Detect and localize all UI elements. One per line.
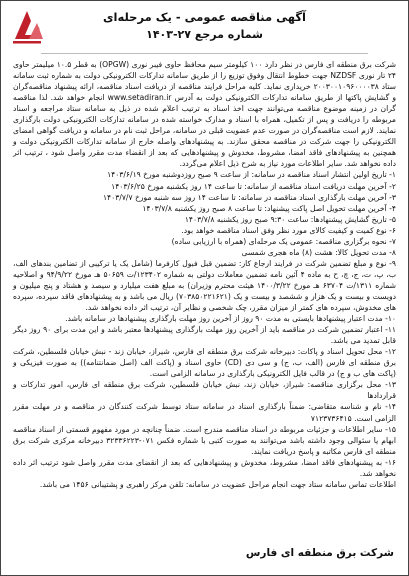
notice-reference: شماره مرجع ۲۷-۱۴۰۳ (146, 28, 263, 41)
item-11: ۱۱- اعتبار تضمین شرکت در مناقصه باید از آخرین روز مهلت بارگذاری پیشنهادها معتبر باشد و این مدت برای ۹۰ روز دیگر قابل تمدید می باشد. (13, 325, 396, 346)
item-4: ۴- آخرین مهلت تحویل اصل پاکت پیشنهاد: تا ساعت ۸ صبح روز یکشنبه ۱۴۰۳/۷/۸ (142, 203, 396, 213)
contact-info: اطلاعات تماس سامانه ستاد جهت انجام مراحل عضویت در سامانه: تلفن مرکز راهبری و پشتیبانی ۱۴۵۶ می باشد. (39, 479, 396, 489)
item-16: ۱۶- به پیشنهادهای فاقد امضا، مشروط، مخدوش و پیشنهادهایی که بعد از انقضای مدت مقرر واصل شود ترتیب اثر داده نخواهد شد. (13, 457, 396, 478)
item-7: ۷- نحوه برگزاری مناقصه: عمومی یک مرحله‌ای (همراه با ارزیابی ساده) (171, 236, 396, 246)
item-1: ۱- تاریخ اولین انتشار اسناد مناقصه در سامانه: از ساعت ۹ صبح روزدوشنبه مورخ ۱۴۰۳/۶/۱۹ (107, 170, 396, 180)
company-signature: شرکت برق منطقه ای فارس (245, 547, 394, 559)
item-8: ۸- مدت تحویل کالا: هشت (۸) ماه هجری شمسی (241, 247, 396, 257)
header-divider (41, 53, 368, 54)
item-3: ۳- آخرین مهلت بارگذاری اسناد مناقصه در سامانه: تا ساعت ۱۴ روز سه شنبه مورخ ۱۴۰۳/۷/۷ (102, 192, 396, 202)
notice-title: آگهی مناقصه عمومی - یک مرحله‌ای (103, 10, 306, 24)
item-9: ۹- نوع و مبلغ تضمین شرکت در فرایند ارجاع کار: تضمین قبل فبول کارفرما (شامل یک یا ترکیبی از تضامین بندهای الف، ب، پ، ت، ج، چ، ح به ماده ۴ آئین نامه تضمین معاملات دولتی به شماره ۱۲۳۴۰۲/ت ۵۰۶۵۹ هـ مورخ ۹۴/۹/۲۲ و اصلاحیه شماره ۱۳۱۱/ت ۶۳۷۰۴ هـ مورخ ۱۴۰۰/۳/۲۲ هیئت محترم وزیران) به مبلغ هفت میلیارد و سیصد و هشتاد و پنج میلیون و دویست و بیست و یک هزار و ششصد و بیست و یک (۷۰۳۸۵۰۲۲۱۶۲۱) ریال می باشد و به پیشنهادهای فاقد سپرده، سپرده های مخدوش، سپرده های کمتر از میزان مقرر، چک شخصی و نظایر آن، ترتیب اثر داده نخواهد شد. (13, 258, 397, 313)
item-6: ۶- نوع کمیت و کیفیت کالای مورد نظر وفق اسناد مناقصه خواهد بود. (181, 225, 396, 235)
item-2: ۲- آخرین مهلت دریافت اسناد مناقصه از سامانه: تا ساعت ۱۴ روز یکشنبه مورخ ۱۴۰۳/۶/۲۵ (111, 181, 396, 191)
notice-body (13, 59, 396, 490)
intro-paragraph: شرکت برق منطقه ای فارس در نظر دارد ۱۰۰ کیلومتر سیم محافظ حاوی فیبر نوری (OPGW) به قطر ۱۰.۵ میلیمتر حاوی ۲۴ تار نوری NZDSF جهت خطوط انتقال وفوق توزیع را از طریق سامانه تدارکات الکترونیکی دولت به شماره ثبت سامانه ستاد ۲۰۰۳۰۰۱۰۹۶۰۰۰۰۳۸ خریداری نماید. کلیه مراحل فرایند مناقصه از دریافت اسناد مناقصه، ارائه پیشنهاد مناقصه‌گران و گشایش پاکتها از طریق سامانه تدارکات الکترونیکی دولت به آدرس www.setadiran.ir انجام خواهد شد. لذا مناقصه گران در زمینه موضوع مناقصه می‌توانند جهت اخذ اسناد به ترتیب اعلام شده در ذیل به سامانه ستاد مراجعه و اسناد مربوطه را دریافت و پس از تکمیل، همراه با اسناد و مدارک خواسته شده در سامانه تدارکات الکترونیکی دولت بارگذاری نمایند. لازم است مناقصه‌گران در صورت عدم عضویت قبلی در سامانه، مراحل ثبت نام در سامانه و دریافت گواهی امضای الکترونیکی را جهت شرکت در مناقصه محقق سازند. به پیشنهادهای واصله خارج از سامانه تدارکات الکترونیکی دولت و همچنین به پیشنهادهای فاقد امضا، مشروط، مخدوش و پیشنهادهایی که بعد از انقضاء مدت مقرر واصل شود ، ترتیب اثر داده نخواهد شد. سایر اطلاعات مورد نیاز به شرح ذیل اعلام می‌گردد. (13, 60, 397, 169)
item-5: ۵- تاریخ گشایش پیشنهادها: ساعت ۹:۳۰ صبح روز یکشنبه ۱۴۰۳/۷/۸ (184, 214, 396, 224)
item-12: ۱۲- محل تحویل اسناد و پاکات: دبیرخانه شرکت برق منطقه ای فارس، شیراز، خیابان زند - نبش خیابان فلسطین، شرکت برق منطقه ای فارس (الف، ب، ج) و سی دی (CD) حاوی اسناد و (پاکت الف (اصل ضمانتنامه)) به صورت فیزیکی و (پاکت های ب و ج) در قالب فایل الکترونیکی بارگذاری در سامانه الزامی است. (13, 347, 396, 379)
company-logo-icon (7, 5, 47, 49)
item-15: ۱۵- سایر اطلاعات و جزئیات مربوطه در اسناد مناقصه مندرج است. ضمناً چنانچه در مورد مفهوم قسمتی از اسناد مناقصه ابهام یا سئوالی وجود داشته باشد می‌توانند به صورت کتبی با شماره فکس ۰۷۱-۳۲۳۳۶۲۲۳ دبیرخانه مرکزی شرکت برق منطقه ای فارس مکاتبه و پاسخ دریافت نمایند. (13, 424, 396, 456)
item-10: ۱۰- مدت اعتبار پیشنهادها بایستی به مدت ۹۰ روز از آخرین روز مهلت بارگذاری پیشنهادها در سامانه باشد. (65, 314, 396, 324)
item-14: ۱۴- نام و شناسه متقاضی: ضمناً بارگذاری اسناد در سامانه ستاد توسط شرکت کنندگان در مناقصه و در مهلت مقرر الزامی است. ۷۱۲۳۷۳۶۴۱۵ (13, 402, 396, 423)
item-13: ۱۳- محل برگزاری مناقصه: شیراز، خیابان زند، نبش خیابان فلسطین، شرکت برق منطقه ای فارس، امور تدارکات و قراردادها (13, 380, 396, 401)
